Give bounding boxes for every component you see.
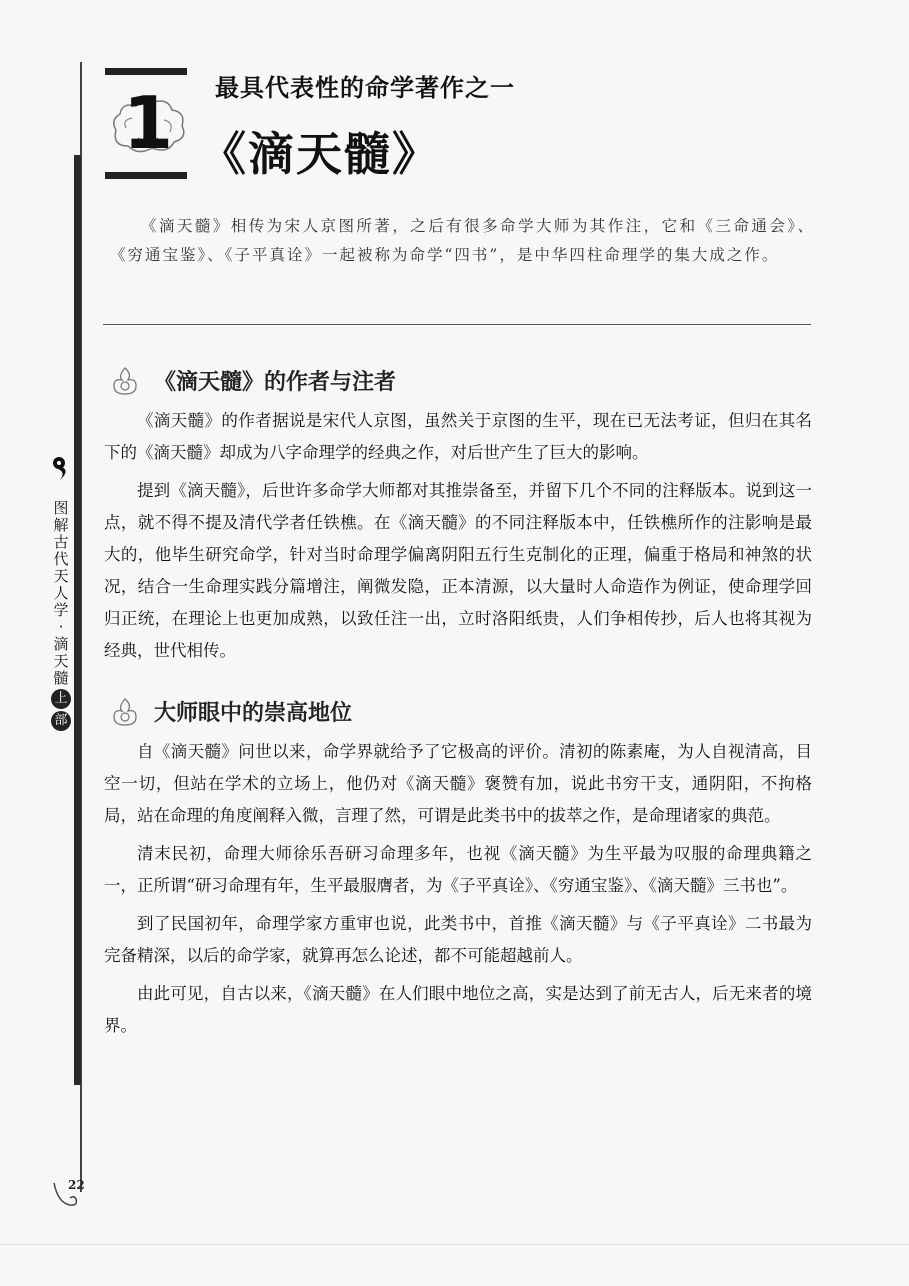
flame-ornament-icon [108,366,142,396]
paragraph: 自《滴天髓》问世以来，命学界就给予了它极高的评价。清初的陈素庵，为人自视清高，目空一切，但站在学术的立场上，他仍对《滴天髓》褒赞有加，说此书穷干支，通阴阳，不拘格局，站在命理的角度阐释入微，言理了然，可谓是此类书中的拔萃之作，是命理诸家的典范。 [104,742,812,825]
side-char: 学 [53,601,69,619]
side-char: 滴 [53,635,69,653]
flame-ornament-icon [108,697,142,727]
side-char: 图 [53,499,69,517]
side-char: · [58,618,64,636]
volume-badge: 上 [51,689,71,709]
side-char: 古 [53,533,69,551]
footer-line [0,1244,909,1245]
side-char: 天 [53,567,69,585]
section-heading-text: 《滴天髓》的作者与注者 [154,370,397,395]
section-heading [108,696,352,727]
section-heading-text: 大师眼中的崇高地位 [154,701,353,726]
paragraph: 到了民国初年，命理学家方重审也说，此类书中，首推《滴天髓》与《子平真诠》二书最为完备精深，以后的命学家，就算再怎么论述，都不可能超越前人。 [104,914,812,965]
side-char: 人 [53,584,69,602]
section-body [104,736,812,1048]
paragraph: 提到《滴天髓》，后世许多命学大师都对其推崇备至，并留下几个不同的注释版本。说到这一点，就不得不提及清代学者任铁樵。在《滴天髓》的不同注释版本中，任铁樵所作的注影响是最大的，他毕生研究命学，针对当时命理学偏离阴阳五行生克制化的正理，偏重于格局和神煞的状况，结合一生命理实践分篇增注，阐微发隐，正本清源，以大量时人命造作为例证，使命理学回归正统，在理论上也更加成熟，以致任注一出，立时洛阳纸贵，人们争相传抄，后人也将其视为经典，世代相传。 [104,481,812,660]
chapter-number: 1 [122,81,174,165]
side-char: 天 [53,652,69,670]
chapter-title: 《滴天髓》 [200,127,440,181]
side-book-title [50,500,72,733]
yin-yang-icon [48,455,74,481]
side-char: 解 [53,516,69,534]
chapter-bar-top [105,68,187,75]
chapter-subtitle: 最具代表性的命学著作之一 [215,74,515,102]
paragraph: 《滴天髓》的作者据说是宋代人京图，虽然关于京图的生平，现在已无法考证，但归在其名下的《滴天髓》却成为八字命理学的经典之作，对后世产生了巨大的影响。 [104,411,812,462]
side-char: 代 [53,550,69,568]
margin-rule-thick [74,155,81,1085]
volume-badge: 部 [51,711,71,731]
divider [103,324,811,325]
paragraph: 由此可见，自古以来，《滴天髓》在人们眼中地位之高，实是达到了前无古人，后无来者的境界。 [104,984,812,1035]
side-char: 髓 [53,669,69,687]
chapter-bar-bottom [105,172,187,179]
section-body [104,405,812,673]
section-heading [108,365,396,396]
page-number: 22 [68,1178,85,1192]
intro-paragraph: 《滴天髓》相传为宋人京图所著，之后有很多命学大师为其作注，它和《三命通会》、《穷通宝鉴》、《子平真诠》一起被称为命学“四书”，是中华四柱命理学的集大成之作。 [110,217,815,264]
paragraph: 清末民初，命理大师徐乐吾研习命理多年，也视《滴天髓》为生平最为叹服的命理典籍之一，正所谓“研习命理有年，生平最服膺者，为《子平真诠》、《穷通宝鉴》、《滴天髓》三书也”。 [104,844,812,895]
